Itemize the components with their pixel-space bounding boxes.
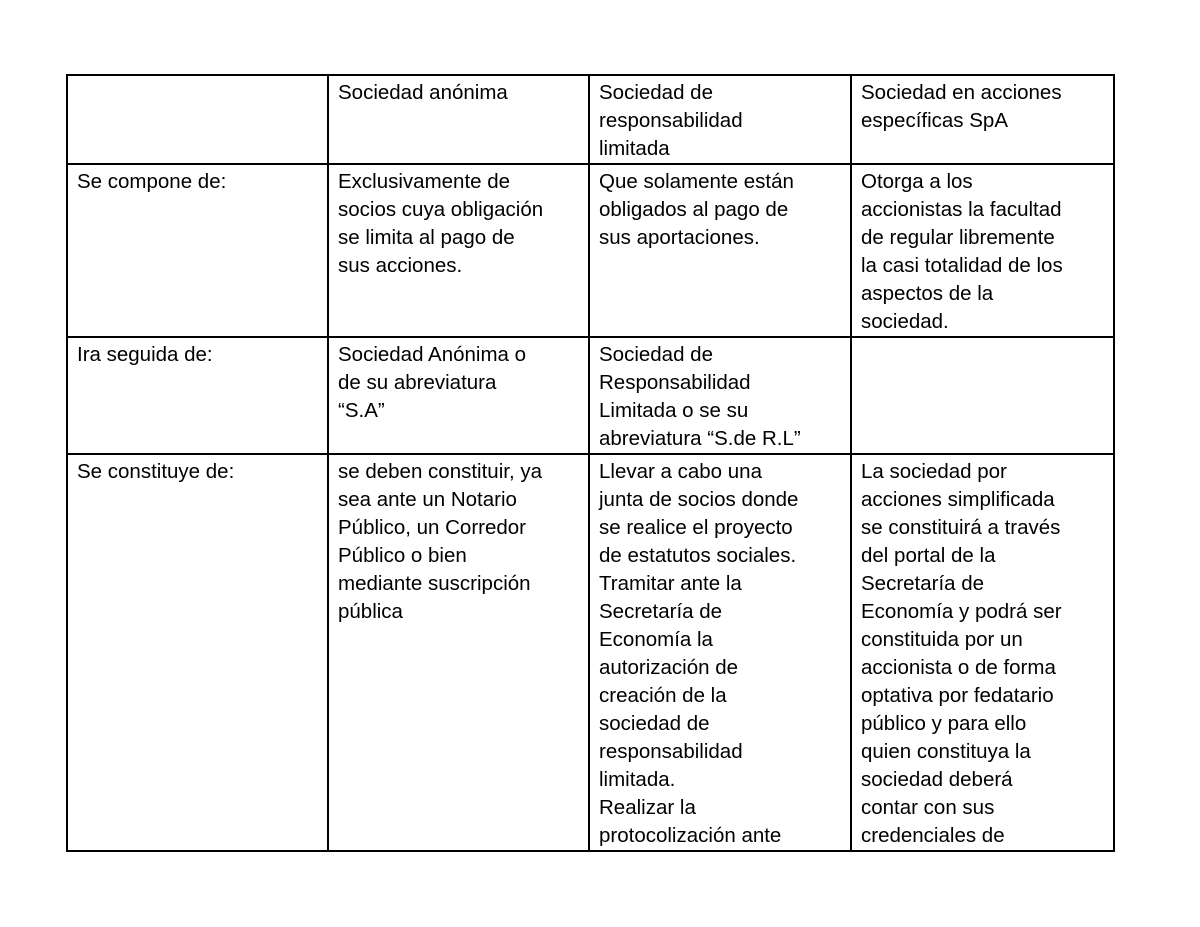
header-label-sociedad-anonima: Sociedad anónima bbox=[338, 81, 508, 104]
row-label: Se constituye de: bbox=[77, 460, 235, 483]
header-label-srl: Sociedad de responsabilidad limitada bbox=[599, 81, 743, 160]
cell-text: se deben constituir, ya sea ante un Notario Público, un Corredor Público o bien mediante suscripción pública bbox=[338, 460, 542, 623]
row-label: Se compone de: bbox=[77, 170, 227, 193]
cell-text: Sociedad Anónima o de su abreviatura “S.A” bbox=[338, 343, 527, 422]
table-cell bbox=[67, 454, 328, 851]
table-cell bbox=[328, 454, 589, 851]
cell-text: Sociedad de Responsabilidad Limitada o se su abreviatura “S.de R.L” bbox=[599, 343, 801, 450]
header-label-spa: Sociedad en acciones específicas SpA bbox=[861, 81, 1062, 132]
table-cell bbox=[851, 454, 1114, 851]
table-cell bbox=[67, 164, 328, 337]
table-header-cell bbox=[851, 75, 1114, 164]
table-cell bbox=[589, 337, 851, 454]
cell-text: Que solamente están obligados al pago de sus aportaciones. bbox=[599, 170, 794, 249]
table-header-cell bbox=[67, 75, 328, 164]
table-header-cell bbox=[589, 75, 851, 164]
table-row bbox=[67, 164, 1114, 337]
table-cell bbox=[328, 337, 589, 454]
table-cell bbox=[589, 454, 851, 851]
table-cell bbox=[589, 164, 851, 337]
table-header-cell bbox=[328, 75, 589, 164]
comparison-table bbox=[66, 74, 1115, 852]
table-cell bbox=[67, 337, 328, 454]
table-row bbox=[67, 454, 1114, 851]
table-header-row bbox=[67, 75, 1114, 164]
cell-text: La sociedad por acciones simplificada se constituirá a través del portal de la Secretaría de Economía y podrá ser constituida por un accionista o de forma optativa por fedatario público y para ello quien constituya la sociedad deberá contar con sus credenciales de bbox=[861, 460, 1062, 847]
table-cell bbox=[328, 164, 589, 337]
row-label: Ira seguida de: bbox=[77, 343, 213, 366]
table-cell bbox=[851, 337, 1114, 454]
cell-text: Llevar a cabo una junta de socios donde se realice el proyecto de estatutos sociales. Tramitar ante la Secretaría de Economía la autorización de creación de la sociedad de responsabilidad limitada. Realizar la protocolización ante bbox=[599, 460, 799, 847]
table-row bbox=[67, 337, 1114, 454]
cell-text: Otorga a los accionistas la facultad de regular libremente la casi totalidad de los aspectos de la sociedad. bbox=[861, 170, 1063, 333]
cell-text: Exclusivamente de socios cuya obligación se limita al pago de sus acciones. bbox=[338, 170, 544, 277]
table-cell bbox=[851, 164, 1114, 337]
